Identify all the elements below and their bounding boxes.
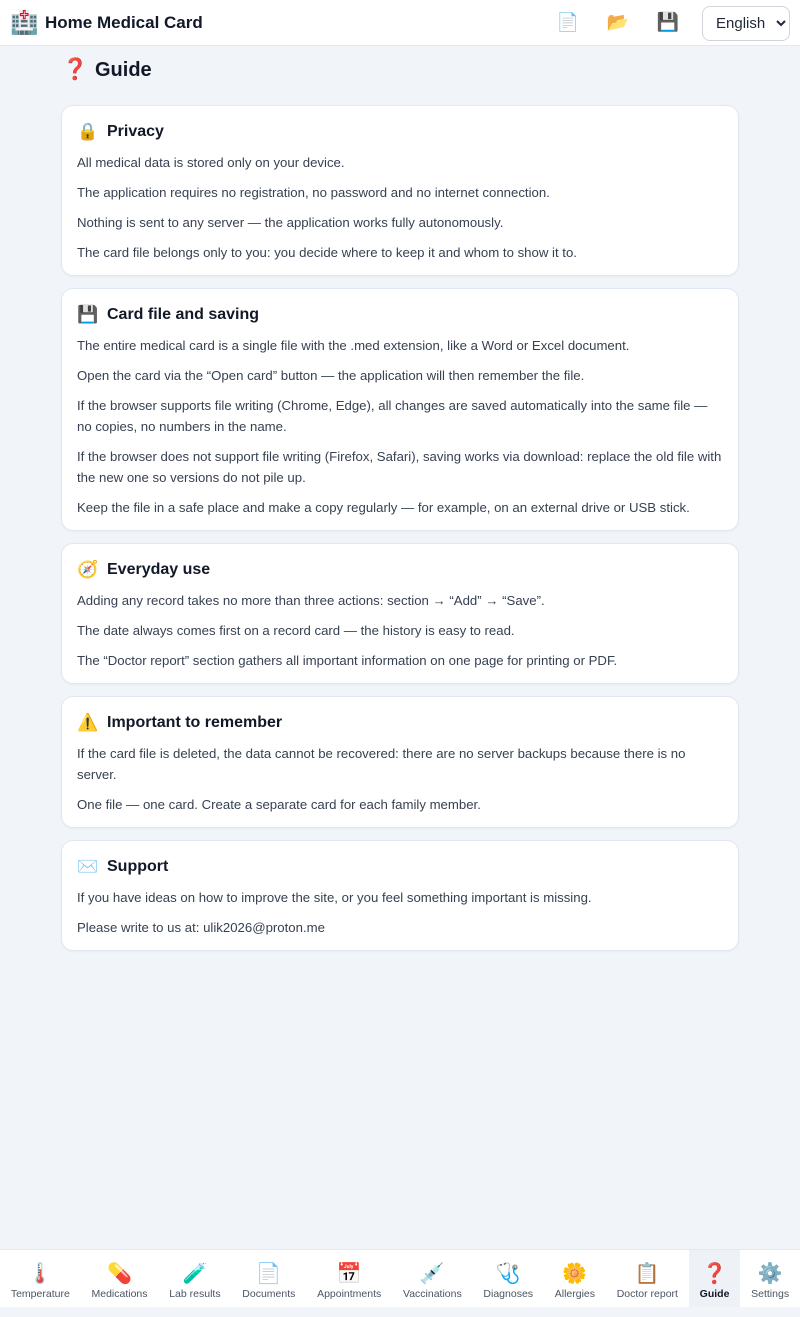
document-icon: 📄 <box>556 12 580 33</box>
section-paragraph: All medical data is stored only on your device. <box>77 155 345 170</box>
test-tube-icon: 🧪 <box>182 1260 208 1285</box>
nav-item-guide[interactable] <box>689 1250 740 1307</box>
warning-icon: ⚠️ <box>77 713 99 733</box>
gear-icon: ⚙️ <box>757 1260 783 1285</box>
section-paragraph: If the card file is deleted, the data cannot be recovered: there are no server backups because there is no server. <box>77 746 686 782</box>
section-title: Privacy <box>107 123 164 140</box>
section-title: Support <box>107 858 169 875</box>
nav-item-label: Allergies <box>554 1287 596 1300</box>
section-paragraph: The card file belongs only to you: you decide where to keep it and whom to show it to. <box>77 245 577 260</box>
section-paragraph: The entire medical card is a single file with the .med extension, like a Word or Excel document. <box>77 338 630 353</box>
section-important <box>61 696 739 828</box>
nav-item-label: Guide <box>699 1287 730 1300</box>
envelope-icon: ✉️ <box>77 857 99 877</box>
section-paragraph: The application requires no registration, no password and no internet connection. <box>77 185 550 200</box>
lock-icon: 🔒 <box>77 122 99 142</box>
nav-item-vaccinations[interactable] <box>392 1250 472 1307</box>
hospital-icon: 🏥 <box>10 9 39 35</box>
nav-item-label: Doctor report <box>616 1287 678 1300</box>
section-paragraph: The “Doctor report” section gathers all important information on one page for printing or PDF. <box>77 653 618 668</box>
nav-item-label: Diagnoses <box>483 1287 534 1300</box>
language-select[interactable] <box>702 6 790 41</box>
document-icon: 📄 <box>256 1260 282 1285</box>
syringe-icon: 💉 <box>419 1260 445 1285</box>
floppy-disk-icon: 💾 <box>77 305 99 325</box>
section-paragraph: Adding any record takes no more than three actions: section → “Add” → “Save”. <box>77 593 545 608</box>
nav-item-documents[interactable] <box>231 1250 306 1307</box>
nav-item-label: Vaccinations <box>402 1287 462 1300</box>
section-paragraph: Please write to us at: ulik2026@proton.me <box>77 920 325 935</box>
brand <box>0 11 203 34</box>
section-paragraph: Open the card via the “Open card” button — the application will then remember the file. <box>77 368 585 383</box>
nav-item-temperature[interactable] <box>0 1250 81 1307</box>
nav-item-label: Lab results <box>169 1287 221 1300</box>
nav-item-lab-results[interactable] <box>158 1250 231 1307</box>
section-title: Card file and saving <box>107 306 260 323</box>
nav-item-appointments[interactable] <box>306 1250 392 1307</box>
nav-item-medications[interactable] <box>81 1250 159 1307</box>
nav-item-label: Temperature <box>10 1287 70 1300</box>
nav-item-label: Settings <box>751 1287 790 1300</box>
nav-item-diagnoses[interactable] <box>473 1250 544 1307</box>
pill-icon: 💊 <box>107 1260 132 1285</box>
section-paragraph: If the browser supports file writing (Chrome, Edge), all changes are saved automatically into the same file — no copies, no numbers in the name. <box>77 398 708 434</box>
page-title: Guide <box>95 58 152 81</box>
top-bar <box>0 0 800 46</box>
section-paragraph: If you have ideas on how to improve the site, or you feel something important is missing. <box>77 890 592 905</box>
section-title: Everyday use <box>107 561 211 578</box>
section-paragraph: If the browser does not support file writing (Firefox, Safari), saving works via download: replace the old file with the new one so versions do not pile up. <box>77 449 722 485</box>
question-icon: ❓ <box>702 1260 727 1285</box>
section-support <box>61 840 739 951</box>
nav-item-doctor-report[interactable] <box>606 1250 689 1307</box>
bottom-nav <box>0 1249 800 1307</box>
nav-item-settings[interactable] <box>740 1250 800 1307</box>
nav-item-label: Documents <box>242 1287 296 1300</box>
nav-item-label: Medications <box>91 1287 148 1300</box>
app-title: Home Medical Card <box>45 12 203 32</box>
guide-sections <box>61 105 739 963</box>
section-card-file <box>61 288 739 531</box>
section-title: Important to remember <box>107 714 283 731</box>
section-everyday <box>61 543 739 684</box>
page-heading <box>62 58 152 82</box>
nav-item-label: Appointments <box>317 1287 382 1300</box>
section-paragraph: Keep the file in a safe place and make a copy regularly — for example, on an external drive or USB stick. <box>77 500 690 515</box>
flower-icon: 🌼 <box>562 1260 588 1285</box>
calendar-icon: 📅 <box>336 1260 362 1285</box>
compass-icon: 🧭 <box>77 560 99 580</box>
open-card-button[interactable] <box>600 5 636 41</box>
floppy-disk-icon: 💾 <box>656 12 680 33</box>
toolbar-actions <box>536 0 790 46</box>
question-icon: ❓ <box>62 58 89 81</box>
nav-item-allergies[interactable] <box>544 1250 606 1307</box>
clipboard-icon: 📋 <box>634 1260 660 1285</box>
folder-open-icon: 📂 <box>606 12 630 33</box>
new-card-button[interactable] <box>550 5 586 41</box>
stethoscope-icon: 🩺 <box>495 1260 521 1285</box>
section-privacy <box>61 105 739 276</box>
thermometer-icon: 🌡️ <box>27 1260 53 1285</box>
section-paragraph: The date always comes first on a record card — the history is easy to read. <box>77 623 515 638</box>
save-card-button[interactable] <box>650 5 686 41</box>
section-paragraph: Nothing is sent to any server — the application works fully autonomously. <box>77 215 504 230</box>
section-paragraph: One file — one card. Create a separate card for each family member. <box>77 797 481 812</box>
